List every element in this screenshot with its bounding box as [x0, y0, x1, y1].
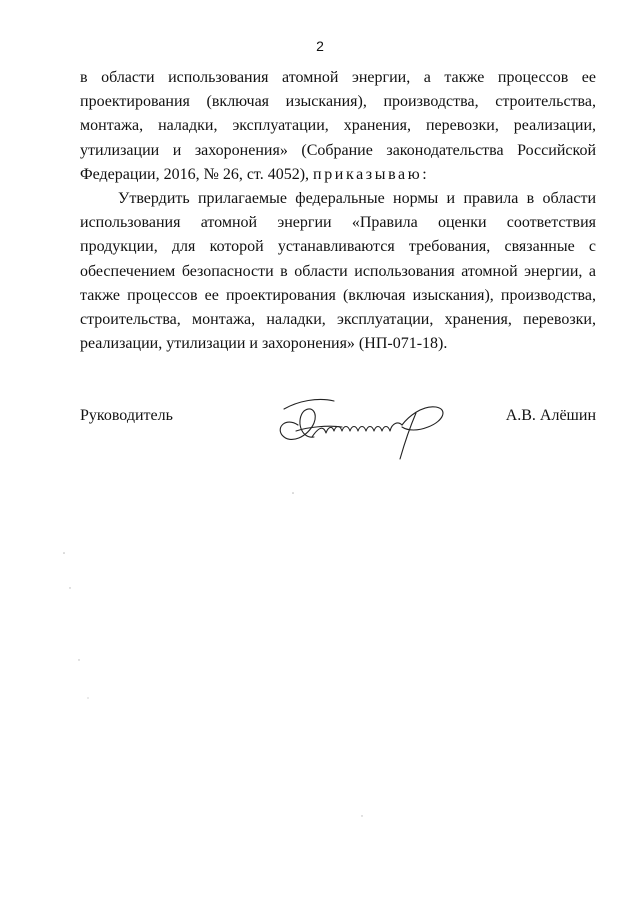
paragraph-approval: Утвердить прилагаемые федеральные нормы и правила в области использования атомной энергии «Правила оценки соответствия продукции, для которой устанавливаются требования, связанные с обеспечением безопасности в области использования атомной энергии, а также процессов ее проектирования (включая изыскания), производства, строительства, монтажа, наладки, эксплуатации, хранения, перевозки, реализации, утилизации и захоронения» (НП-071-18). — [80, 190, 596, 353]
signatory-name: А.В. Алёшин — [505, 407, 596, 424]
page-number: 2 — [316, 38, 324, 54]
order-word: приказываю: — [313, 165, 430, 183]
preamble-text: в области использования атомной энергии, а также процессов ее проектирования (включая изыскания), производства, строительства, монтажа, наладки, эксплуатации, хранения, перевозки, реализации, утилизации и захоронения» (Собрание законодательства Российской Федерации, 2016, № 26, ст. 4052), — [80, 69, 596, 183]
signatory-role: Руководитель — [80, 407, 173, 424]
